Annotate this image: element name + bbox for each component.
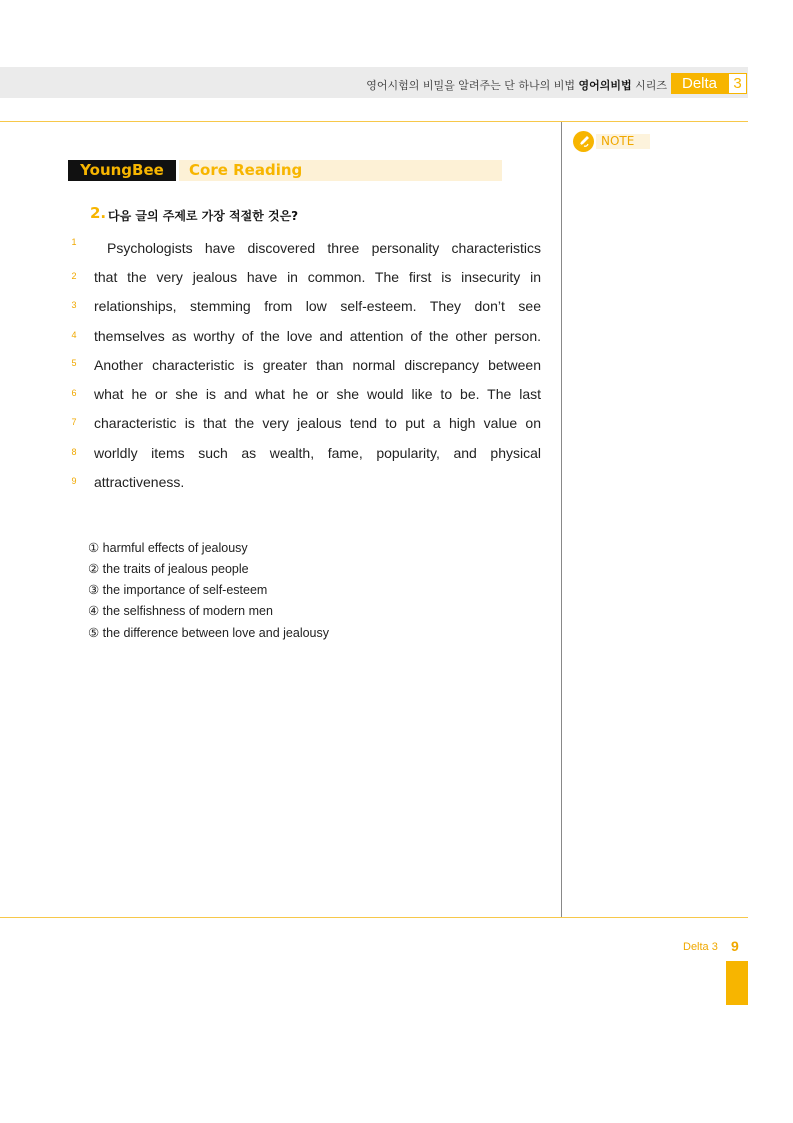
line-number: 2 bbox=[71, 271, 77, 281]
pen-icon bbox=[573, 131, 594, 152]
bottom-divider bbox=[0, 917, 748, 918]
page-number: 9 bbox=[731, 938, 739, 954]
line-number: 7 bbox=[71, 417, 77, 427]
line-number: 1 bbox=[71, 237, 77, 247]
section-title: Core Reading bbox=[189, 161, 303, 179]
line-number: 4 bbox=[71, 330, 77, 340]
top-divider bbox=[0, 121, 748, 122]
answer-option-4[interactable]: ④ the selfishness of modern men bbox=[88, 604, 273, 618]
series-title bbox=[366, 77, 667, 93]
note-label: NOTE bbox=[601, 134, 635, 148]
passage-line: characteristic is that the very jealous tend to put a high value on bbox=[94, 415, 541, 431]
delta-badge: Delta bbox=[671, 73, 728, 94]
passage-line: Psychologists have discovered three personality characteristics bbox=[107, 240, 541, 256]
question-prompt: 다음 글의 주제로 가장 적절한 것은? bbox=[108, 209, 299, 223]
answer-option-3[interactable]: ③ the importance of self-esteem bbox=[88, 583, 268, 597]
line-number: 6 bbox=[71, 388, 77, 398]
series-suffix: 시리즈 bbox=[631, 79, 667, 92]
line-number: 3 bbox=[71, 300, 77, 310]
footer-series-label: Delta 3 bbox=[683, 941, 718, 953]
passage-line: that the very jealous have in common. The first is insecurity in bbox=[94, 269, 541, 285]
question-number: 2. bbox=[90, 204, 107, 222]
passage-line: what he or she is and what he or she would like to be. The last bbox=[94, 386, 541, 402]
answer-option-1[interactable]: ① harmful effects of jealousy bbox=[88, 541, 248, 555]
series-prefix: 영어시험의 비밀을 알려주는 단 하나의 비법 bbox=[366, 79, 579, 92]
passage-line: relationships, stemming from low self-esteem. They don’t see bbox=[94, 298, 541, 314]
passage-line: worldly items such as wealth, fame, popularity, and physical bbox=[94, 445, 541, 461]
note-column-divider bbox=[561, 122, 562, 918]
series-bold: 영어의비법 bbox=[578, 79, 632, 92]
passage-line: themselves as worthy of the love and attention of the other person. bbox=[94, 328, 541, 344]
passage-line: Another characteristic is greater than normal discrepancy between bbox=[94, 357, 541, 373]
passage-line: attractiveness. bbox=[94, 474, 185, 490]
line-number: 5 bbox=[71, 358, 77, 368]
line-number: 9 bbox=[71, 476, 77, 486]
line-number: 8 bbox=[71, 447, 77, 457]
answer-option-5[interactable]: ⑤ the difference between love and jealousy bbox=[88, 626, 329, 640]
delta-badge-number: 3 bbox=[728, 73, 747, 94]
side-tab-marker bbox=[726, 961, 748, 1005]
youngbee-tag: YoungBee bbox=[68, 160, 176, 181]
answer-option-2[interactable]: ② the traits of jealous people bbox=[88, 562, 249, 576]
